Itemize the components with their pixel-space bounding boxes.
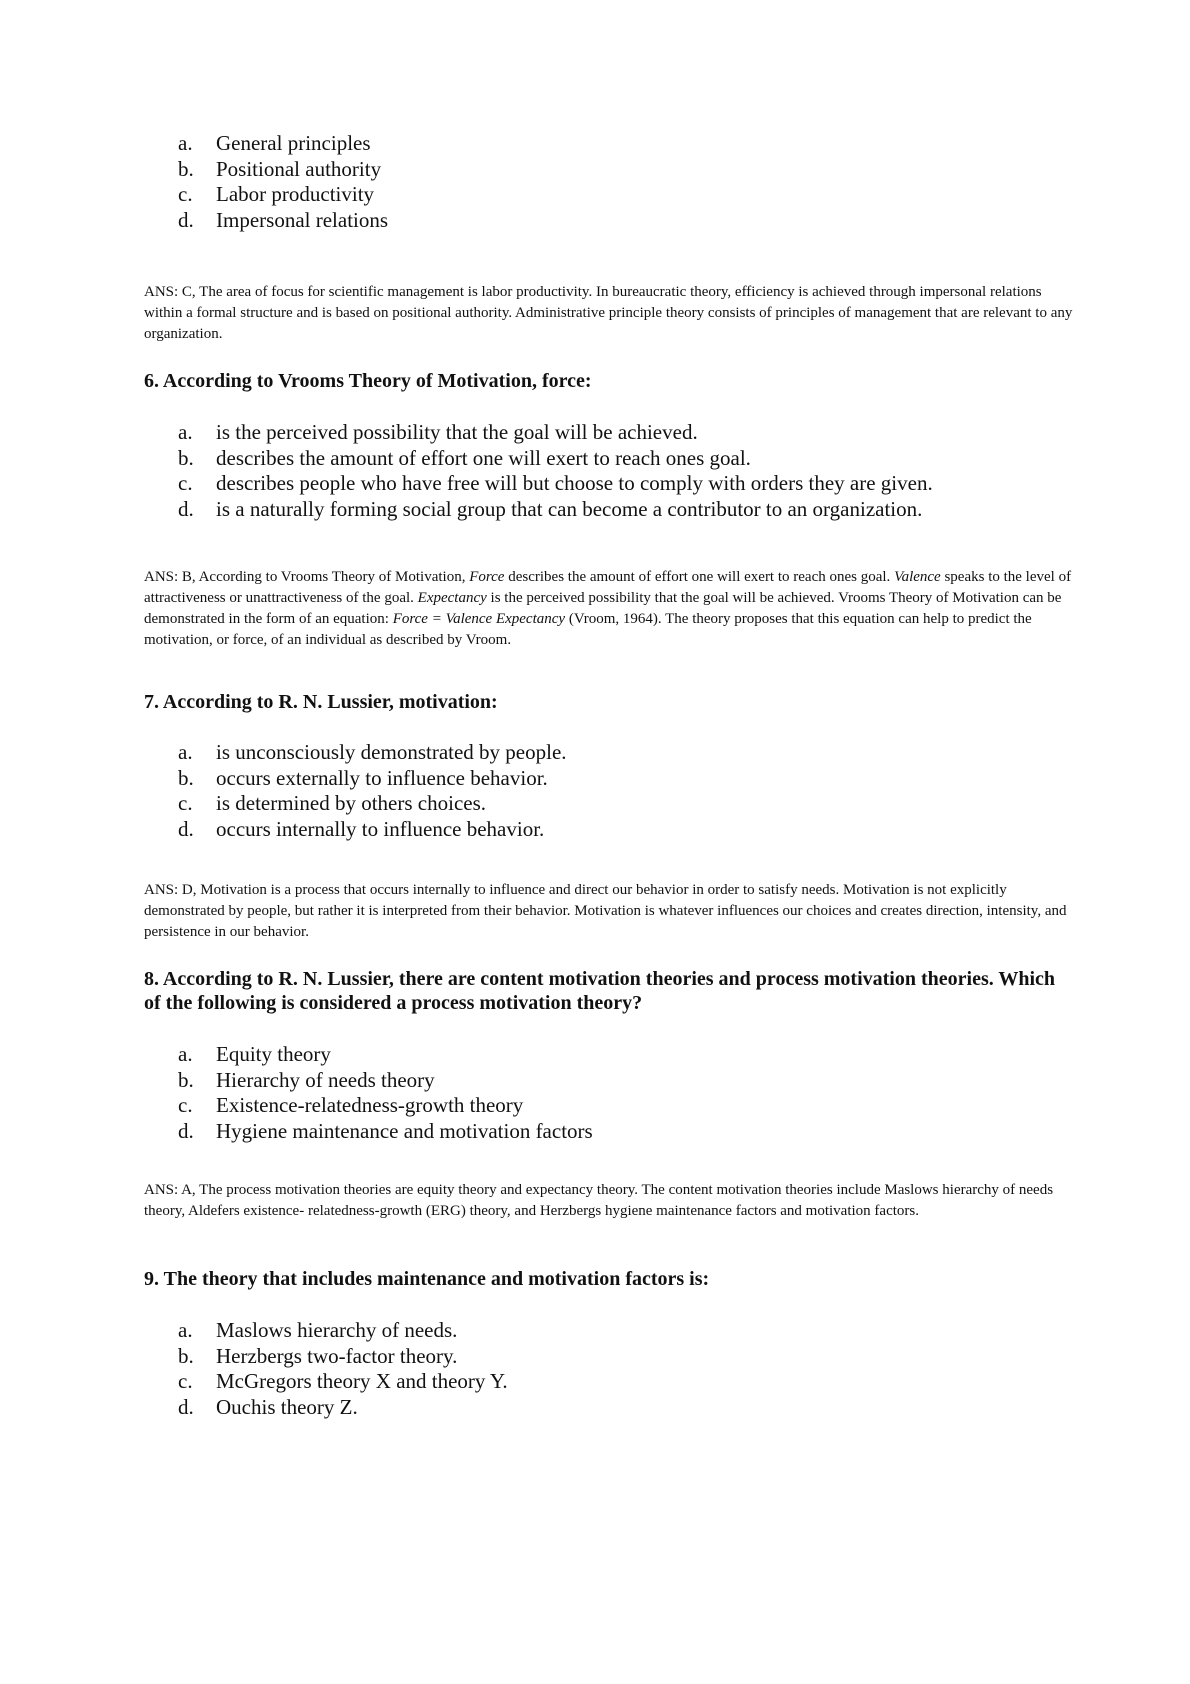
- q8-option-a: a. Equity theory: [178, 1042, 331, 1066]
- q7-option-a: a. is unconsciously demonstrated by people.: [178, 740, 567, 764]
- q6-question: 6. According to Vrooms Theory of Motivation, force:: [144, 370, 592, 392]
- q8-options: [178, 1042, 593, 1144]
- q6-option-c: c. describes people who have free will but choose to comply with orders they are given.: [178, 471, 933, 495]
- q5-answer: ANS: C, The area of focus for scientific management is labor productivity. In bureaucratic theory, efficiency is achieved through impersonal relations within a formal structure and is based on positional authority. Administrative principle theory consists of principles of management that are relevant to any organization.: [144, 284, 1073, 342]
- q8-option-d: d. Hygiene maintenance and motivation factors: [178, 1118, 593, 1143]
- q7-option-d: d. occurs internally to influence behavior.: [178, 816, 545, 841]
- q9-question: 9. The theory that includes maintenance and motivation factors is:: [144, 1268, 710, 1290]
- q7-question: 7. According to R. N. Lussier, motivation:: [144, 691, 498, 713]
- q7-options: [178, 740, 567, 842]
- q7-option-b: b. occurs externally to influence behavior.: [178, 765, 548, 790]
- q9-option-a: a. Maslows hierarchy of needs.: [178, 1318, 458, 1342]
- q5-option-c: c. Labor productivity: [178, 182, 375, 206]
- q8-option-c: c. Existence-relatedness-growth theory: [178, 1093, 524, 1117]
- q7-option-c: c. is determined by others choices.: [178, 791, 487, 815]
- q9-option-b: b. Herzbergs two-factor theory.: [178, 1343, 458, 1368]
- q8-option-b: b. Hierarchy of needs theory: [178, 1067, 435, 1092]
- q5-option-d: d. Impersonal relations: [178, 207, 389, 232]
- q6-answer: ANS: B, According to Vrooms Theory of Motivation, Force describes the amount of effort one will exert to reach ones goal. Valence speaks to the level of attractiveness or unattractiveness of the goal. Expectancy is the perceived possibility that the goal will be achieved. Vrooms Theory of Motivation can be demonstrated in the form of an equation: Force = Valence Expectancy (Vroom, 1964). The theory proposes that this equation can help to predict the motivation, or force, of an individual as described by Vroom.: [144, 569, 1072, 648]
- q8-question: 8. According to R. N. Lussier, there are content motivation theories and process motivation theories. Which of the following is considered a process motivation theory?: [144, 968, 1056, 1014]
- q6-option-b: b. describes the amount of effort one will exert to reach ones goal.: [178, 445, 751, 470]
- q6-option-a: a. is the perceived possibility that the goal will be achieved.: [178, 420, 698, 444]
- q5-option-a: a. General principles: [178, 131, 371, 155]
- q5-option-b: b. Positional authority: [178, 156, 382, 181]
- q9-options: [178, 1318, 508, 1420]
- q9-option-d: d. Ouchis theory Z.: [178, 1394, 358, 1419]
- q5-options: [178, 131, 388, 233]
- q9-option-c: c. McGregors theory X and theory Y.: [178, 1369, 508, 1393]
- q6-options: [178, 420, 933, 522]
- q8-answer: ANS: A, The process motivation theories are equity theory and expectancy theory. The content motivation theories include Maslows hierarchy of needs theory, Aldefers existence- relatedness-growth (ERG) theory, and Herzbergs hygiene maintenance factors and motivation factors.: [144, 1182, 1054, 1219]
- q6-option-d: d. is a naturally forming social group that can become a contributor to an organization.: [178, 496, 923, 521]
- q7-answer: ANS: D, Motivation is a process that occurs internally to influence and direct our behavior in order to satisfy needs. Motivation is not explicitly demonstrated by people, but rather it is interpreted from their behavior. Motivation is whatever influences our choices and creates direction, intensity, and persistence in our behavior.: [144, 882, 1067, 940]
